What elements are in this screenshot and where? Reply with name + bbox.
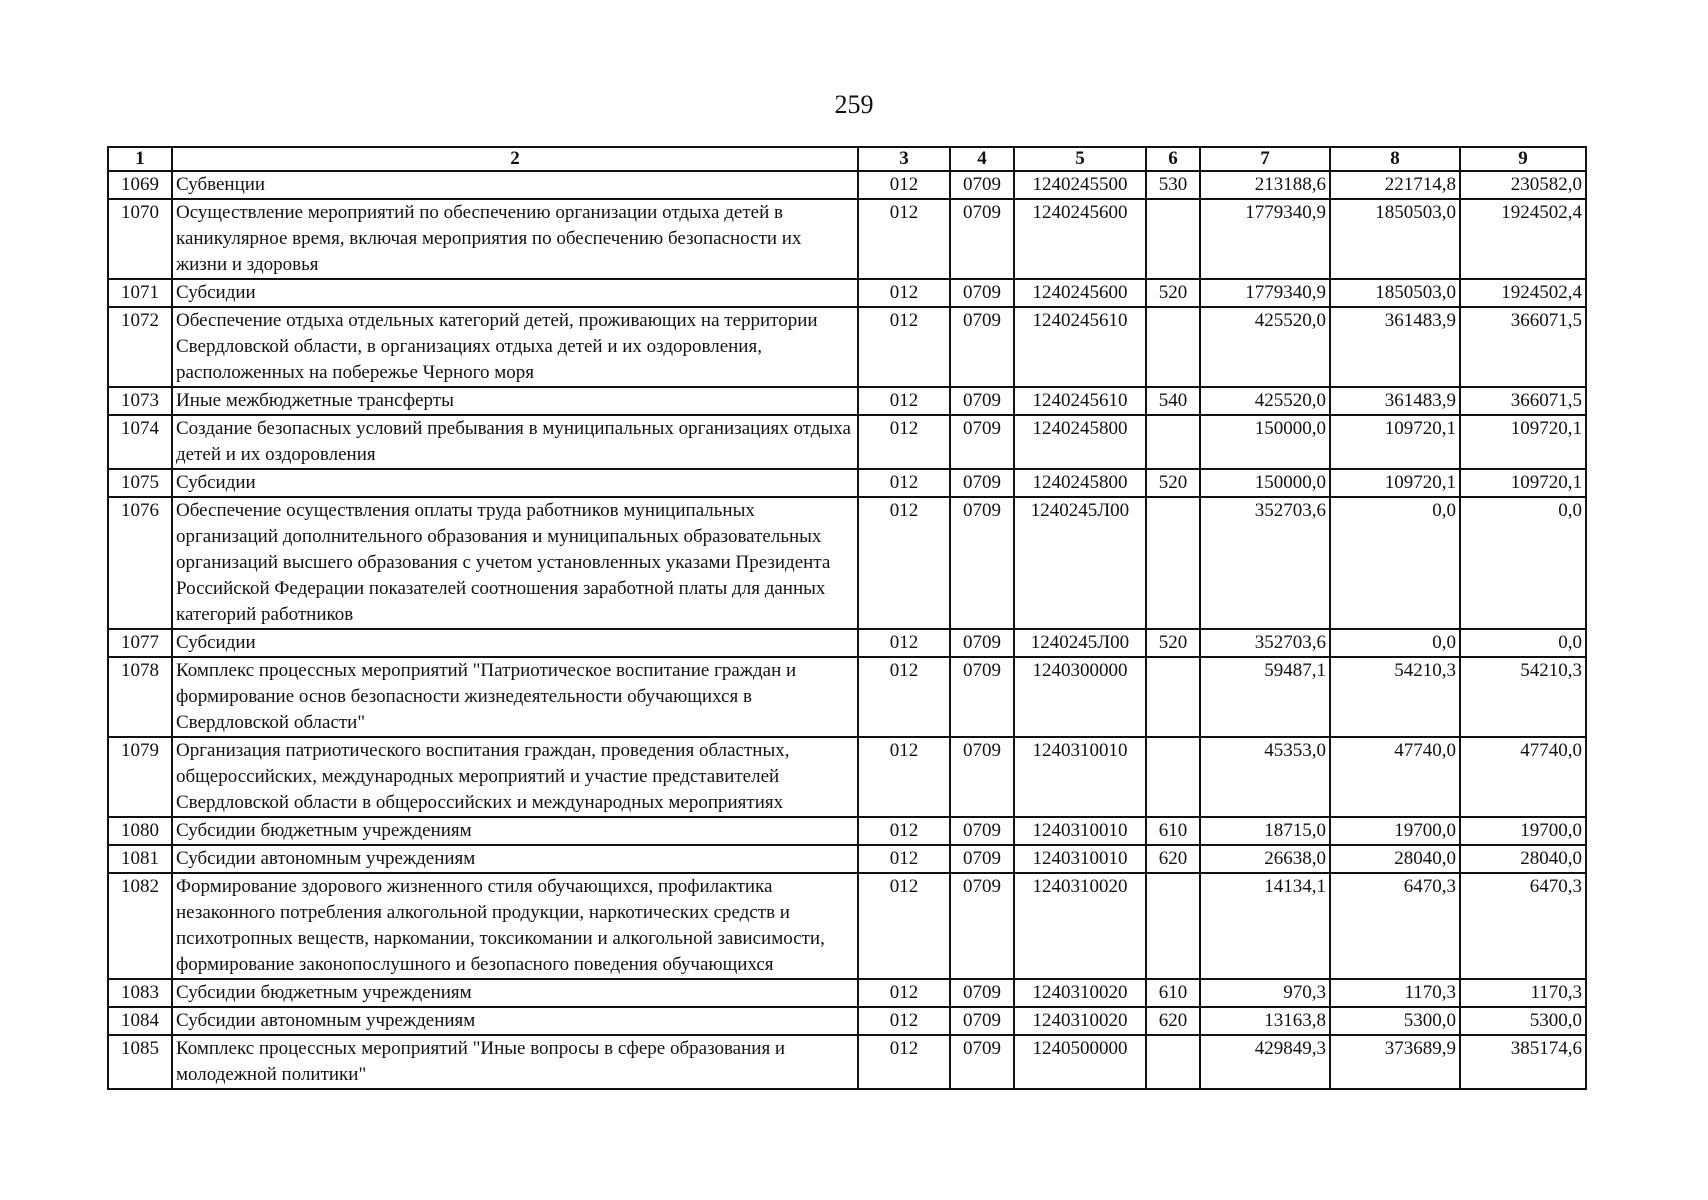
row-amount-8: 47740,0 [1330, 737, 1460, 817]
column-header: 8 [1330, 147, 1460, 171]
row-code-3: 012 [858, 307, 950, 387]
row-amount-7: 18715,0 [1200, 817, 1330, 845]
row-name: Формирование здорового жизненного стиля обучающихся, профилактика незаконного потребления алкогольной продукции, наркотических средств и психотропных веществ, наркомании, токсикомании и алкогольной зависимости, формирование законопослушного и безопасного поведения обучающихся [172, 873, 858, 979]
row-name: Субсидии автономным учреждениям [172, 1007, 858, 1035]
row-code-4: 0709 [950, 171, 1014, 199]
row-amount-8: 0,0 [1330, 629, 1460, 657]
row-code-6 [1146, 873, 1200, 979]
row-amount-8: 5300,0 [1330, 1007, 1460, 1035]
table-row [108, 629, 1586, 657]
row-number: 1073 [108, 387, 172, 415]
row-amount-7: 59487,1 [1200, 657, 1330, 737]
row-code-4: 0709 [950, 279, 1014, 307]
row-amount-8: 28040,0 [1330, 845, 1460, 873]
row-amount-9: 28040,0 [1460, 845, 1586, 873]
row-amount-8: 109720,1 [1330, 415, 1460, 469]
row-number: 1069 [108, 171, 172, 199]
row-amount-9: 230582,0 [1460, 171, 1586, 199]
row-number: 1084 [108, 1007, 172, 1035]
row-code-4: 0709 [950, 307, 1014, 387]
row-code-6: 610 [1146, 979, 1200, 1007]
row-code-4: 0709 [950, 469, 1014, 497]
row-amount-7: 14134,1 [1200, 873, 1330, 979]
row-code-6 [1146, 1035, 1200, 1089]
row-code-3: 012 [858, 737, 950, 817]
row-code-5: 1240245610 [1014, 387, 1146, 415]
row-number: 1072 [108, 307, 172, 387]
table-row [108, 497, 1586, 629]
row-code-5: 1240245800 [1014, 469, 1146, 497]
row-code-5: 1240310010 [1014, 737, 1146, 817]
row-code-6: 540 [1146, 387, 1200, 415]
row-amount-8: 361483,9 [1330, 307, 1460, 387]
row-amount-8: 1850503,0 [1330, 199, 1460, 279]
table-row [108, 979, 1586, 1007]
table-body [108, 171, 1586, 1089]
row-number: 1076 [108, 497, 172, 629]
row-code-3: 012 [858, 657, 950, 737]
table-row [108, 279, 1586, 307]
row-amount-7: 1779340,9 [1200, 199, 1330, 279]
row-number: 1070 [108, 199, 172, 279]
row-amount-7: 150000,0 [1200, 415, 1330, 469]
table-row [108, 845, 1586, 873]
column-header: 6 [1146, 147, 1200, 171]
row-amount-8: 1850503,0 [1330, 279, 1460, 307]
row-code-3: 012 [858, 1007, 950, 1035]
row-amount-7: 150000,0 [1200, 469, 1330, 497]
row-amount-9: 366071,5 [1460, 307, 1586, 387]
row-amount-8: 54210,3 [1330, 657, 1460, 737]
row-code-5: 1240310020 [1014, 873, 1146, 979]
row-code-4: 0709 [950, 415, 1014, 469]
row-code-6: 520 [1146, 279, 1200, 307]
row-number: 1079 [108, 737, 172, 817]
row-amount-9: 1170,3 [1460, 979, 1586, 1007]
row-code-5: 1240245Л00 [1014, 629, 1146, 657]
row-code-6 [1146, 497, 1200, 629]
row-code-3: 012 [858, 469, 950, 497]
row-code-6 [1146, 657, 1200, 737]
row-code-4: 0709 [950, 737, 1014, 817]
row-code-6: 530 [1146, 171, 1200, 199]
row-amount-9: 0,0 [1460, 629, 1586, 657]
row-code-4: 0709 [950, 387, 1014, 415]
row-amount-9: 1924502,4 [1460, 199, 1586, 279]
row-amount-9: 5300,0 [1460, 1007, 1586, 1035]
row-name: Субсидии [172, 279, 858, 307]
row-amount-7: 425520,0 [1200, 387, 1330, 415]
row-code-6 [1146, 737, 1200, 817]
table-row [108, 171, 1586, 199]
row-code-4: 0709 [950, 873, 1014, 979]
row-code-3: 012 [858, 387, 950, 415]
budget-table [107, 146, 1587, 1090]
row-code-5: 1240245600 [1014, 279, 1146, 307]
row-number: 1082 [108, 873, 172, 979]
table-row [108, 1007, 1586, 1035]
row-name: Субвенции [172, 171, 858, 199]
row-code-3: 012 [858, 171, 950, 199]
row-amount-7: 352703,6 [1200, 497, 1330, 629]
row-code-6: 520 [1146, 629, 1200, 657]
row-name: Субсидии бюджетным учреждениям [172, 817, 858, 845]
row-code-6 [1146, 415, 1200, 469]
row-name: Осуществление мероприятий по обеспечению организации отдыха детей в каникулярное время, включая мероприятия по обеспечению безопасности их жизни и здоровья [172, 199, 858, 279]
row-name: Комплекс процессных мероприятий "Иные вопросы в сфере образования и молодежной политики" [172, 1035, 858, 1089]
row-code-5: 1240310010 [1014, 817, 1146, 845]
row-amount-8: 0,0 [1330, 497, 1460, 629]
row-code-5: 1240500000 [1014, 1035, 1146, 1089]
row-amount-7: 26638,0 [1200, 845, 1330, 873]
row-amount-9: 0,0 [1460, 497, 1586, 629]
row-code-5: 1240310020 [1014, 1007, 1146, 1035]
column-header: 9 [1460, 147, 1586, 171]
column-header: 7 [1200, 147, 1330, 171]
row-amount-7: 1779340,9 [1200, 279, 1330, 307]
row-amount-9: 54210,3 [1460, 657, 1586, 737]
table-row [108, 873, 1586, 979]
row-amount-7: 970,3 [1200, 979, 1330, 1007]
row-amount-7: 213188,6 [1200, 171, 1330, 199]
row-code-4: 0709 [950, 1007, 1014, 1035]
row-code-3: 012 [858, 415, 950, 469]
row-amount-9: 47740,0 [1460, 737, 1586, 817]
row-number: 1081 [108, 845, 172, 873]
row-amount-8: 109720,1 [1330, 469, 1460, 497]
table-row [108, 817, 1586, 845]
column-header: 4 [950, 147, 1014, 171]
row-amount-7: 352703,6 [1200, 629, 1330, 657]
row-amount-9: 385174,6 [1460, 1035, 1586, 1089]
table-row [108, 1035, 1586, 1089]
row-amount-7: 425520,0 [1200, 307, 1330, 387]
row-amount-9: 1924502,4 [1460, 279, 1586, 307]
row-code-5: 1240245600 [1014, 199, 1146, 279]
table-row [108, 307, 1586, 387]
row-code-5: 1240245Л00 [1014, 497, 1146, 629]
header-row [108, 147, 1586, 171]
row-amount-8: 361483,9 [1330, 387, 1460, 415]
row-code-4: 0709 [950, 657, 1014, 737]
row-code-3: 012 [858, 873, 950, 979]
row-code-4: 0709 [950, 629, 1014, 657]
row-number: 1078 [108, 657, 172, 737]
row-code-6: 610 [1146, 817, 1200, 845]
row-amount-7: 429849,3 [1200, 1035, 1330, 1089]
row-code-3: 012 [858, 817, 950, 845]
row-number: 1077 [108, 629, 172, 657]
page-number: 259 [834, 90, 874, 119]
row-amount-9: 6470,3 [1460, 873, 1586, 979]
row-code-3: 012 [858, 979, 950, 1007]
row-name: Иные межбюджетные трансферты [172, 387, 858, 415]
row-code-6: 620 [1146, 845, 1200, 873]
row-amount-8: 19700,0 [1330, 817, 1460, 845]
column-header: 1 [108, 147, 172, 171]
row-code-4: 0709 [950, 845, 1014, 873]
table-row [108, 199, 1586, 279]
row-code-5: 1240245500 [1014, 171, 1146, 199]
column-header: 3 [858, 147, 950, 171]
column-header: 2 [172, 147, 858, 171]
row-amount-9: 19700,0 [1460, 817, 1586, 845]
table-row [108, 469, 1586, 497]
row-code-4: 0709 [950, 979, 1014, 1007]
row-name: Обеспечение отдыха отдельных категорий детей, проживающих на территории Свердловской области, в организациях отдыха детей и их оздоровления, расположенных на побережье Черного моря [172, 307, 858, 387]
row-code-3: 012 [858, 629, 950, 657]
row-code-4: 0709 [950, 1035, 1014, 1089]
row-code-4: 0709 [950, 817, 1014, 845]
row-code-5: 1240310020 [1014, 979, 1146, 1007]
column-header: 5 [1014, 147, 1146, 171]
row-amount-8: 221714,8 [1330, 171, 1460, 199]
row-amount-8: 6470,3 [1330, 873, 1460, 979]
row-code-3: 012 [858, 497, 950, 629]
row-name: Создание безопасных условий пребывания в муниципальных организациях отдыха детей и их оздоровления [172, 415, 858, 469]
row-amount-8: 373689,9 [1330, 1035, 1460, 1089]
row-number: 1075 [108, 469, 172, 497]
row-amount-7: 45353,0 [1200, 737, 1330, 817]
row-amount-9: 366071,5 [1460, 387, 1586, 415]
row-code-6: 520 [1146, 469, 1200, 497]
row-code-3: 012 [858, 845, 950, 873]
row-code-5: 1240245610 [1014, 307, 1146, 387]
row-amount-8: 1170,3 [1330, 979, 1460, 1007]
row-code-3: 012 [858, 1035, 950, 1089]
table-row [108, 387, 1586, 415]
row-code-3: 012 [858, 199, 950, 279]
row-name: Субсидии бюджетным учреждениям [172, 979, 858, 1007]
row-name: Субсидии [172, 469, 858, 497]
table-row [108, 657, 1586, 737]
row-number: 1083 [108, 979, 172, 1007]
row-code-4: 0709 [950, 497, 1014, 629]
row-name: Обеспечение осуществления оплаты труда работников муниципальных организаций дополнительного образования и муниципальных образовательных организаций высшего образования с учетом установленных указами Президента Российской Федерации показателей соотношения заработной платы для данных категорий работников [172, 497, 858, 629]
row-code-5: 1240300000 [1014, 657, 1146, 737]
row-amount-9: 109720,1 [1460, 469, 1586, 497]
row-code-6: 620 [1146, 1007, 1200, 1035]
row-code-4: 0709 [950, 199, 1014, 279]
row-code-5: 1240245800 [1014, 415, 1146, 469]
row-name: Комплекс процессных мероприятий "Патриотическое воспитание граждан и формирование основ безопасности жизнедеятельности обучающихся в Свердловской области" [172, 657, 858, 737]
row-code-6 [1146, 307, 1200, 387]
row-amount-7: 13163,8 [1200, 1007, 1330, 1035]
row-code-3: 012 [858, 279, 950, 307]
row-name: Субсидии автономным учреждениям [172, 845, 858, 873]
table-row [108, 737, 1586, 817]
row-name: Организация патриотического воспитания граждан, проведения областных, общероссийских, международных мероприятий и участие представителей Свердловской области в общероссийских и международных мероприятиях [172, 737, 858, 817]
row-number: 1080 [108, 817, 172, 845]
row-amount-9: 109720,1 [1460, 415, 1586, 469]
row-code-5: 1240310010 [1014, 845, 1146, 873]
row-number: 1074 [108, 415, 172, 469]
row-number: 1071 [108, 279, 172, 307]
table-row [108, 415, 1586, 469]
row-code-6 [1146, 199, 1200, 279]
row-name: Субсидии [172, 629, 858, 657]
row-number: 1085 [108, 1035, 172, 1089]
